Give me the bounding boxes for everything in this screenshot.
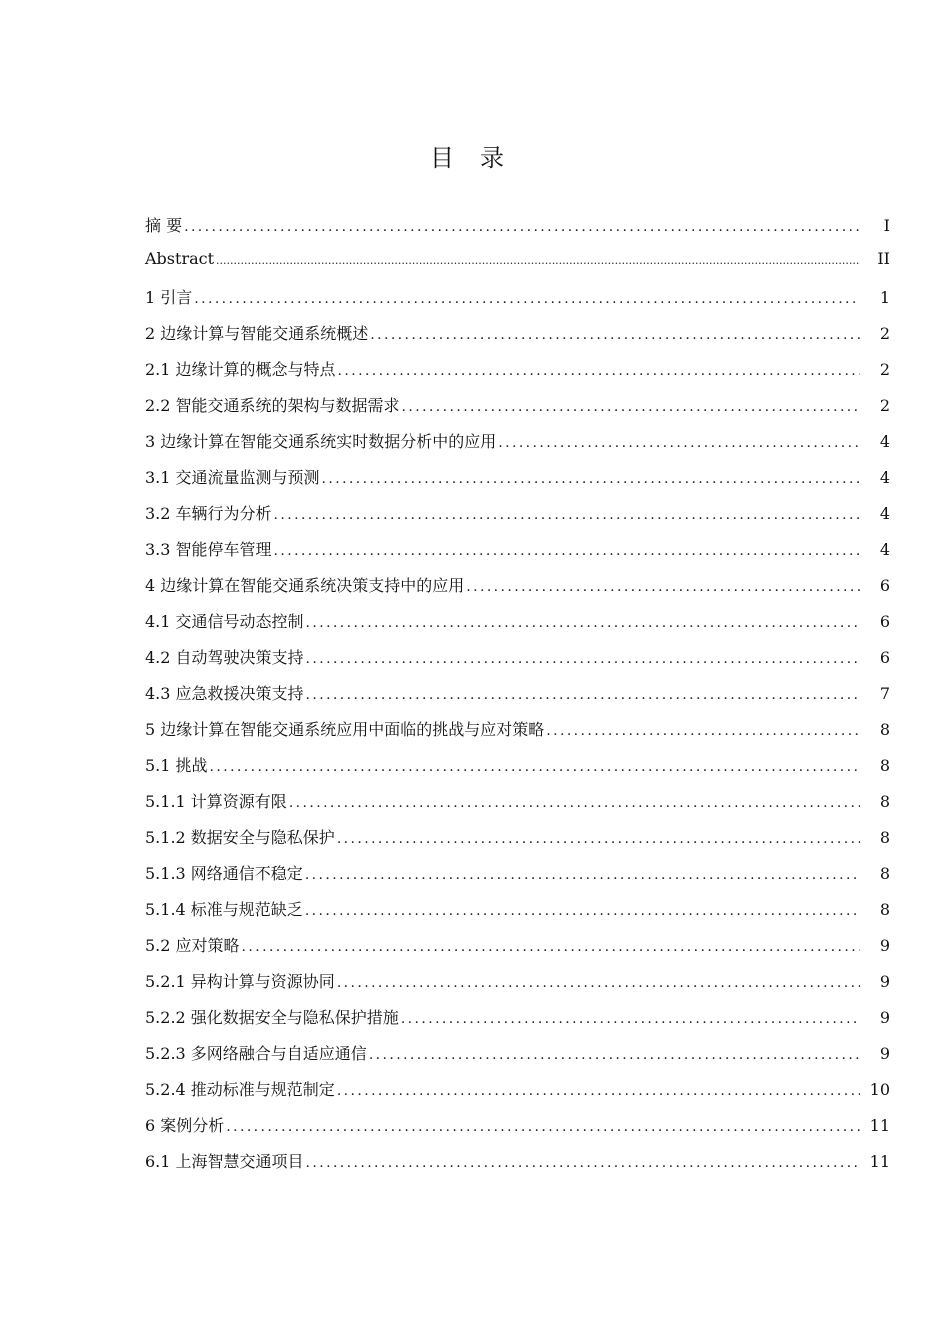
toc-entry-label: 6 案例分析 bbox=[145, 1116, 225, 1135]
toc-entry[interactable] bbox=[145, 753, 890, 789]
toc-leader-dots bbox=[306, 615, 860, 631]
toc-entry-label: 4 边缘计算在智能交通系统决策支持中的应用 bbox=[145, 576, 465, 595]
toc-leader-dots bbox=[306, 1155, 860, 1171]
toc-entry[interactable] bbox=[145, 969, 890, 1005]
toc-entry-label: 5.2 应对策略 bbox=[145, 936, 240, 955]
toc-entry[interactable] bbox=[145, 645, 890, 681]
toc-entry-page: 6 bbox=[879, 576, 890, 595]
toc-entry[interactable] bbox=[145, 933, 890, 969]
toc-leader-dots bbox=[546, 723, 860, 739]
toc-list bbox=[145, 213, 890, 1185]
toc-leader-dots bbox=[322, 471, 860, 487]
toc-leader-dots bbox=[498, 435, 860, 451]
toc-entry[interactable] bbox=[145, 1041, 890, 1077]
toc-entry[interactable] bbox=[145, 249, 890, 285]
toc-leader-dots bbox=[194, 291, 860, 307]
toc-entry-page: 2 bbox=[879, 324, 890, 343]
toc-leader-dots bbox=[289, 795, 860, 811]
toc-leader-dots bbox=[184, 219, 860, 235]
toc-leader-dots bbox=[305, 867, 860, 883]
toc-entry-page: 4 bbox=[879, 504, 890, 523]
toc-entry[interactable] bbox=[145, 717, 890, 753]
toc-entry-label: 6.1 上海智慧交通项目 bbox=[145, 1152, 304, 1171]
toc-entry-page: 8 bbox=[879, 900, 890, 919]
toc-leader-dots bbox=[369, 1047, 860, 1063]
toc-leader-dots bbox=[226, 1119, 859, 1135]
toc-entry-page: 6 bbox=[879, 648, 890, 667]
toc-entry-label: 5.2.1 异构计算与资源协同 bbox=[145, 972, 335, 991]
toc-entry-page: 2 bbox=[879, 360, 890, 379]
toc-entry-label: 4.2 自动驾驶决策支持 bbox=[145, 648, 304, 667]
toc-entry[interactable] bbox=[145, 429, 890, 465]
toc-entry-page: 6 bbox=[879, 612, 890, 631]
toc-entry-label: 5.1.4 标准与规范缺乏 bbox=[145, 900, 303, 919]
toc-entry-page: 9 bbox=[879, 1008, 890, 1027]
toc-leader-dots bbox=[306, 687, 860, 703]
toc-entry-label: 5.2.3 多网络融合与自适应通信 bbox=[145, 1044, 367, 1063]
toc-entry-label: 摘 要 bbox=[145, 216, 183, 235]
toc-entry-label: 5.1.3 网络通信不稳定 bbox=[145, 864, 303, 883]
toc-entry[interactable] bbox=[145, 465, 890, 501]
toc-leader-dots bbox=[337, 975, 860, 991]
toc-entry-page: 9 bbox=[879, 1044, 890, 1063]
toc-entry-page: 4 bbox=[879, 540, 890, 559]
toc-entry-label: 4.1 交通信号动态控制 bbox=[145, 612, 304, 631]
toc-entry-label: Abstract bbox=[145, 249, 215, 268]
toc-entry-page: 11 bbox=[869, 1152, 890, 1171]
toc-entry[interactable] bbox=[145, 609, 890, 645]
toc-leader-dots bbox=[274, 543, 860, 559]
toc-entry-label: 2.2 智能交通系统的架构与数据需求 bbox=[145, 396, 400, 415]
toc-leader-dots bbox=[242, 939, 860, 955]
toc-entry-page: II bbox=[877, 249, 890, 268]
toc-leader-dots bbox=[370, 327, 860, 343]
toc-entry-label: 2.1 边缘计算的概念与特点 bbox=[145, 360, 336, 379]
toc-entry[interactable] bbox=[145, 213, 890, 249]
toc-entry[interactable] bbox=[145, 1005, 890, 1041]
toc-entry-page: 8 bbox=[879, 864, 890, 883]
toc-entry[interactable] bbox=[145, 393, 890, 429]
toc-entry-page: I bbox=[883, 216, 890, 235]
toc-leader-dots bbox=[274, 507, 860, 523]
toc-entry-label: 3 边缘计算在智能交通系统实时数据分析中的应用 bbox=[145, 432, 497, 451]
toc-entry-page: 1 bbox=[879, 288, 890, 307]
toc-entry[interactable] bbox=[145, 897, 890, 933]
toc-entry-label: 5.2.2 强化数据安全与隐私保护措施 bbox=[145, 1008, 399, 1027]
toc-entry-label: 3.1 交通流量监测与预测 bbox=[145, 468, 320, 487]
toc-entry-label: 5.2.4 推动标准与规范制定 bbox=[145, 1080, 335, 1099]
toc-entry[interactable] bbox=[145, 1077, 890, 1113]
toc-entry[interactable] bbox=[145, 357, 890, 393]
toc-entry-label: 4.3 应急救援决策支持 bbox=[145, 684, 304, 703]
toc-entry[interactable] bbox=[145, 573, 890, 609]
toc-entry[interactable] bbox=[145, 1149, 890, 1185]
toc-leader-dots bbox=[337, 1083, 860, 1099]
toc-entry-page: 11 bbox=[869, 1116, 890, 1135]
toc-entry[interactable] bbox=[145, 681, 890, 717]
toc-leader-dots bbox=[466, 579, 860, 595]
toc-title: 目录 bbox=[430, 144, 530, 173]
toc-leader-dots bbox=[210, 759, 860, 775]
toc-leader-dots bbox=[305, 903, 860, 919]
toc-entry-label: 3.3 智能停车管理 bbox=[145, 540, 272, 559]
toc-entry[interactable] bbox=[145, 789, 890, 825]
toc-entry-page: 8 bbox=[879, 792, 890, 811]
toc-leader-dots bbox=[337, 831, 860, 847]
toc-entry-page: 8 bbox=[879, 828, 890, 847]
toc-entry[interactable] bbox=[145, 321, 890, 357]
toc-leader-dots bbox=[338, 363, 860, 379]
toc-entry-label: 5 边缘计算在智能交通系统应用中面临的挑战与应对策略 bbox=[145, 720, 545, 739]
toc-leader-dots bbox=[402, 399, 860, 415]
toc-entry-page: 8 bbox=[879, 756, 890, 775]
toc-entry-label: 3.2 车辆行为分析 bbox=[145, 504, 272, 523]
toc-entry[interactable] bbox=[145, 501, 890, 537]
toc-entry-page: 9 bbox=[879, 936, 890, 955]
toc-entry[interactable] bbox=[145, 537, 890, 573]
toc-entry-label: 5.1.1 计算资源有限 bbox=[145, 792, 287, 811]
toc-entry-page: 8 bbox=[879, 720, 890, 739]
toc-entry-page: 10 bbox=[869, 1080, 890, 1099]
toc-leader-dots bbox=[306, 651, 860, 667]
toc-entry-page: 9 bbox=[879, 972, 890, 991]
toc-entry[interactable] bbox=[145, 1113, 890, 1149]
toc-leader-dots bbox=[216, 254, 860, 267]
toc-entry-label: 5.1 挑战 bbox=[145, 756, 208, 775]
toc-leader-dots bbox=[401, 1011, 860, 1027]
toc-entry-label: 5.1.2 数据安全与隐私保护 bbox=[145, 828, 335, 847]
toc-entry-label: 2 边缘计算与智能交通系统概述 bbox=[145, 324, 369, 343]
toc-entry[interactable] bbox=[145, 825, 890, 861]
toc-entry[interactable] bbox=[145, 861, 890, 897]
toc-entry-page: 4 bbox=[879, 432, 890, 451]
toc-entry[interactable] bbox=[145, 285, 890, 321]
toc-entry-page: 2 bbox=[879, 396, 890, 415]
toc-entry-page: 4 bbox=[879, 468, 890, 487]
toc-entry-label: 1 引言 bbox=[145, 288, 193, 307]
toc-entry-page: 7 bbox=[879, 684, 890, 703]
